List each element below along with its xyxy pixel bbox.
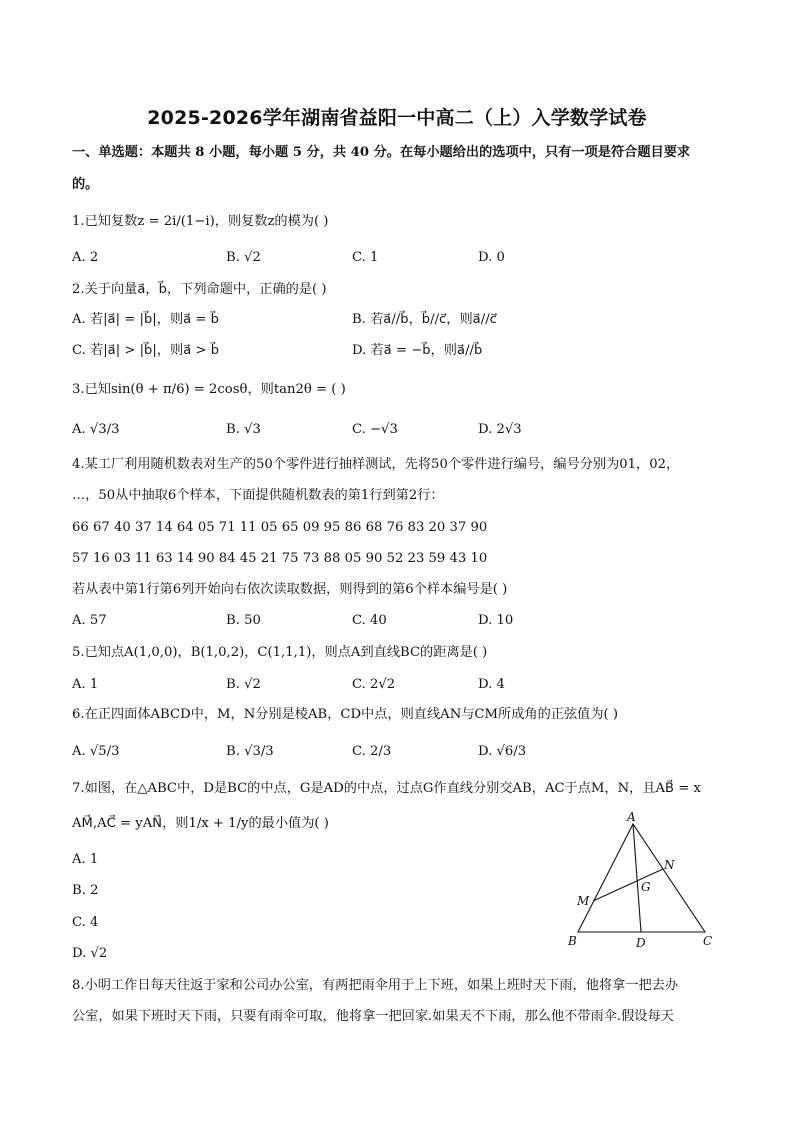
section-heading-cont: 的。: [72, 177, 99, 192]
random-table-row-1: 66 67 40 37 14 64 05 71 11 05 65 09 95 86 68 76 83 20 37 90: [72, 520, 488, 535]
line-mn: [593, 869, 663, 901]
q3-option-a: A. √3/3: [72, 422, 120, 437]
q5-option-b: B. √2: [226, 677, 261, 692]
q4-option-b: B. 50: [226, 613, 261, 628]
q7-option-b: B. 2: [72, 883, 99, 898]
q1-option-b: B. √2: [226, 250, 261, 265]
q6-option-b: B. √3/3: [226, 744, 274, 759]
q2-option-c: C. 若|a⃗| > |b⃗|，则a⃗ > b⃗: [72, 343, 220, 358]
q5-option-c: C. 2√2: [352, 677, 396, 692]
q4-option-a: A. 57: [72, 613, 107, 628]
q1-option-c: C. 1: [352, 250, 379, 265]
q3-option-c: C. −√3: [352, 422, 398, 437]
q5-option-a: A. 1: [72, 677, 99, 692]
question-4-stem-end: 若从表中第1行第6列开始向右依次读取数据，则得到的第6个样本编号是( ): [72, 582, 508, 597]
label-a: A: [627, 812, 636, 824]
triangle-figure: [560, 812, 730, 962]
question-3-stem: 3.已知sin(θ + π/6) = 2cosθ，则tan2θ = ( ): [72, 382, 346, 397]
q2-option-a: A. 若|a⃗| = |b⃗|，则a⃗ = b⃗: [72, 312, 220, 327]
label-n: N: [664, 858, 675, 872]
q7-option-c: C. 4: [72, 915, 99, 930]
q4-option-d: D. 10: [478, 613, 514, 628]
q6-option-c: C. 2/3: [352, 744, 392, 759]
label-b: B: [568, 934, 577, 948]
question-5-stem: 5.已知点A(1,0,0)，B(1,0,2)，C(1,1,1)，则点A到直线BC的距离是( ): [72, 645, 488, 660]
question-7-stem: 7.如图，在△ABC中，D是BC的中点，G是AD的中点，过点G作直线分别交AB，AC于点M，N，且AB⃗ = x: [72, 781, 701, 796]
label-c: C: [703, 934, 713, 948]
triangle-abc: [578, 824, 705, 932]
question-6-stem: 6.在正四面体ABCD中，M，N分别是棱AB，CD中点，则直线AN与CM所成角的正弦值为( ): [72, 707, 619, 722]
q6-option-a: A. √5/3: [72, 744, 120, 759]
q5-option-d: D. 4: [478, 677, 505, 692]
label-m: M: [577, 894, 590, 908]
question-4-stem-cont: …，50从中抽取6个样本，下面提供随机数表的第1行到第2行：: [72, 488, 444, 503]
q1-option-a: A. 2: [72, 250, 99, 265]
q7-option-d: D. √2: [72, 946, 108, 961]
random-table-row-2: 57 16 03 11 63 14 90 84 45 21 75 73 88 05 90 52 23 59 43 10: [72, 551, 488, 566]
question-8-stem-cont: 公室，如果下班时天下雨，只要有雨伞可取，他将拿一把回家.如果天不下雨，那么他不带雨伞.假设每天: [72, 1009, 674, 1024]
q2-option-d: D. 若a⃗ = −b⃗，则a⃗//b⃗: [352, 343, 483, 358]
q4-option-c: C. 40: [352, 613, 387, 628]
label-d: D: [636, 936, 646, 950]
median-ad: [633, 824, 641, 932]
question-8-stem: 8.小明工作日每天往返于家和公司办公室，有两把雨伞用于上下班，如果上班时天下雨，他将拿一把去办: [72, 978, 679, 993]
section-heading: 一、单选题：本题共 8 小题，每小题 5 分，共 40 分。在每小题给出的选项中，只有一项是符合题目要求: [72, 145, 691, 160]
q1-option-d: D. 0: [478, 250, 505, 265]
q7-option-a: A. 1: [72, 852, 99, 867]
question-7-stem-cont: AM⃗,AC⃗ = yAN⃗，则1/x + 1/y的最小值为( ): [72, 816, 329, 831]
question-2-stem: 2.关于向量a⃗，b⃗，下列命题中，正确的是( ): [72, 282, 327, 297]
label-g: G: [641, 880, 651, 894]
q3-option-d: D. 2√3: [478, 422, 522, 437]
q6-option-d: D. √6/3: [478, 744, 527, 759]
page-title: 2025-2026学年湖南省益阳一中高二（上）入学数学试卷: [147, 107, 647, 129]
question-4-stem: 4.某工厂利用随机数表对生产的50个零件进行抽样测试，先将50个零件进行编号，编号分别为01，02，: [72, 457, 680, 472]
q3-option-b: B. √3: [226, 422, 261, 437]
question-1-stem: 1.已知复数z = 2i/(1−i)，则复数z的模为( ): [72, 214, 329, 229]
q2-option-b: B. 若a⃗//b⃗，b⃗//c⃗，则a⃗//c⃗: [352, 312, 497, 327]
